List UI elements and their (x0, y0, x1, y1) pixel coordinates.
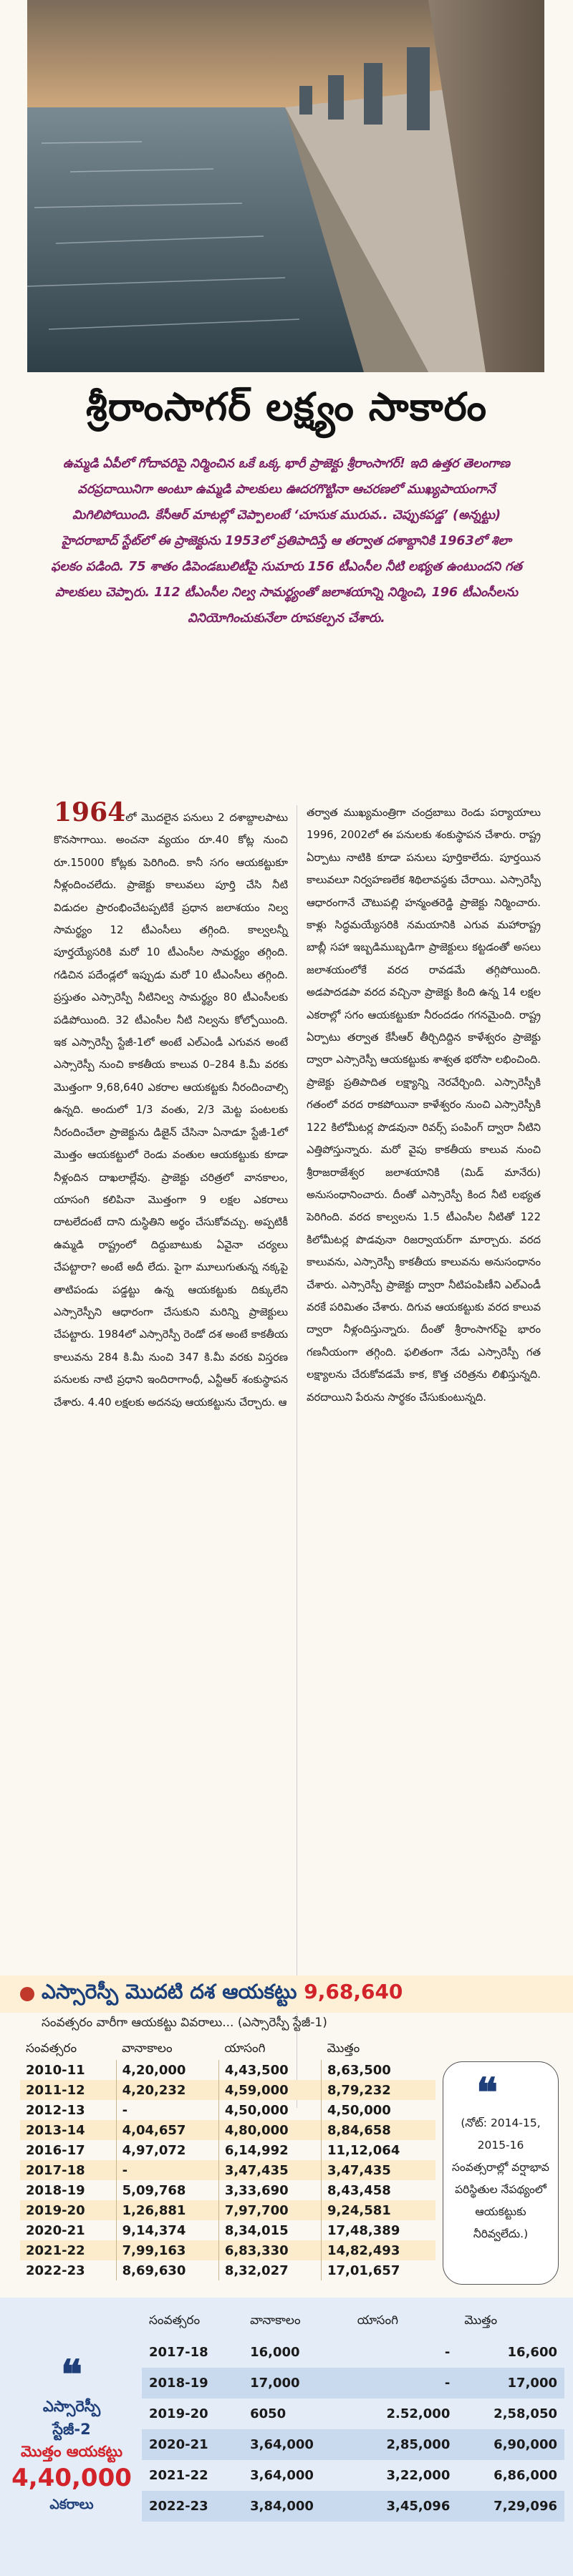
table1-subheading: సంవత్సరం వారీగా ఆయకట్టు వివరాలు... (ఎస్సారెస్పీ స్టేజీ-1) (42, 2016, 327, 2030)
table-cell: 3,33,690 (218, 2180, 321, 2200)
table-cell: 3,22,000 (386, 2468, 451, 2483)
table-cell: 2018-19 (26, 2182, 85, 2198)
table-cell: 5,09,768 (116, 2180, 218, 2200)
table1-note (443, 2061, 559, 2285)
table-cell: 8,84,658 (322, 2120, 436, 2140)
table-cell: 17,01,657 (322, 2260, 436, 2280)
table-cell: 4,20,000 (116, 2060, 218, 2080)
table1-col-header: వానాకాలం (122, 2041, 173, 2056)
table-cell: 2,85,000 (350, 2429, 458, 2460)
table-cell: 14,82,493 (322, 2240, 436, 2260)
table-row (20, 2220, 435, 2240)
headline (0, 372, 573, 451)
table-cell: 3,84,000 (243, 2491, 350, 2522)
table2 (142, 2306, 564, 2522)
bullet-dot-icon (20, 1987, 34, 2001)
table2-col-header: మొత్తం (464, 2313, 498, 2328)
headline-text: శ్రీరాంసాగర్ లక్ష్యం సాకారం (86, 384, 487, 429)
table-cell: 4,59,000 (218, 2080, 321, 2100)
table-cell: 4,43,500 (218, 2060, 321, 2080)
table-row (20, 2060, 435, 2080)
table-cell: 2010-11 (26, 2062, 85, 2078)
table-cell: 1,26,881 (116, 2200, 218, 2220)
table-cell: 7,97,700 (218, 2200, 321, 2220)
table-cell: 2019-20 (149, 2406, 208, 2421)
body-columns (54, 797, 541, 1409)
table2-col-header: వానాకాలం (250, 2313, 301, 2328)
table2-col-header: సంవత్సరం (149, 2313, 201, 2328)
table-row (20, 2120, 435, 2140)
table-cell: 2022-23 (142, 2491, 243, 2522)
lead-year: 1964 (54, 797, 126, 827)
table-cell: 2020-21 (26, 2222, 85, 2238)
table-row (20, 2080, 435, 2100)
table1-col-header: మొత్తం (327, 2041, 360, 2056)
stage2-label-line3: మొత్తం ఆయకట్టు (21, 2443, 122, 2460)
table-row (20, 2140, 435, 2160)
intro-text: ఉమ్మడి ఏపీలో గోదావరిపై నిర్మించిన ఒకే ఒక్క భారీ ప్రాజెక్టు శ్రీరాంసాగర్! ఇది ఉత్తర తెలంగాణ వరప్రదాయినిగా అంటూ ఉమ్మడి పాలకులు ఊదరగొట్టినా ఆచరణలో ముఖ్యపాయంగానే మిగిలిపోయింది. కేసీఆర్ మాటల్లో చెప్పాలంటే ‘చూసుక మురువ.. చెప్పుకపడ్డ’ (అన్నట్టు) హైదరాబాద్ స్టేట్‌లో ఈ ప్రాజెక్టును 1953లో ప్రతిపాదిస్తే ఆ తర్వాత దశాబ్దానికి 1963లో శిలా ఫలకం పడింది. 75 శాతం డిపెండబులిటీపై సుమారు 156 టీఎంసీల నీటి లభ్యత ఉంటుందని గత పాలకులు చెప్పారు. 112 టీఎంసీల నిల్వ సామర్థ్యంతో జలాశయాన్ని నిర్మించి, 196 టీఎంసీలను వినియోగించుకునేలా రూపకల్పన చేశారు. (51, 457, 522, 626)
table-cell: 2018-19 (142, 2368, 243, 2398)
table-cell: 2021-22 (149, 2468, 208, 2483)
table-cell: 11,12,064 (322, 2140, 436, 2160)
table-row (20, 2180, 435, 2200)
table-row (142, 2368, 564, 2398)
table-cell: 3,45,096 (350, 2491, 458, 2522)
table-cell: 6,90,000 (457, 2429, 564, 2460)
table-cell: 9,24,581 (322, 2200, 436, 2220)
table-cell: - (116, 2100, 218, 2120)
table-cell: 4,50,000 (218, 2100, 321, 2120)
body-col2-text: తర్వాత ముఖ్యమంత్రిగా చంద్రబాబు రెండు పర్యాయాలు 1996, 2002లో ఈ పనులకు శంకుస్థాపన చేశారు. రాష్ట్ర ఏర్పాటు నాటికి కూడా పనులు పూర్తికాలేదు. పూర్తయిన కాలువలూ నిర్వహణలేక శిథిలావస్థకు చేరాయి. ఎస్సారెస్పీ ఆధారంగానే చౌటుపల్లి హన్మంతరెడ్డి ప్రాజెక్టు నిర్మించారు. కాళ్లు సిద్ధమయ్యేసరికి నమయానికి ఎగువ మహారాష్ట్ర బాబ్లీ సహా ఇబ్బడిముబ్బడిగా ప్రాజెక్టులు కట్టడంతో అసలు జలాశయంలోకే వరద రావడమే తగ్గిపోయింది. అడపాదడపా వరద వచ్చినా ప్రాజెక్టు కింది ఉన్న 14 లక్షల ఎకరాల్లో సగం ఆయకట్టుకూ నీరందడం గగనమైంది. రాష్ట్ర ఏర్పాటు తర్వాత కేసీఆర్ తీర్చిదిద్దిన కాళేశ్వరం ప్రాజెక్టు ద్వారా ఎస్సారెస్పీ ఆయకట్టుకు శాశ్వత భరోసా లభించింది. ప్రాజెక్టు ప్రతిపాదిత లక్ష్యాన్ని నెరవేర్చింది. ఎస్సారెస్పీకి గతంలో వరద రాకపోయినా కాళేశ్వరం నుంచి ఎస్సారెస్పీకి 122 కిలోమీటర్ల పొడవునా రివర్స్ పంపింగ్ ద్వారా నీటిని ఎత్తిపోస్తున్నారు. మరో వైపు కాకతీయ కాలువ నుంచి శ్రీరాజరాజేశ్వర జలాశయానికి (మిడ్ మానేరు) అనుసంధానించారు. దీంతో ఎస్సారెస్పీ కింద నీటి లభ్యత పెరిగింది. వరద కాల్వలను 1.5 టీఎంసీల నీటితో 122 కిలోమీటర్ల పొడవునా రిజర్వాయర్‌గా మార్చారు. వరద కాలువను, ఎస్సారెస్పీ కాకతీయ కాలువను అనుసంధానం చేశారు. ఎస్సారెస్పీ ప్రాజెక్టు ద్వారా నీటిపంపిణీని ఎల్ఎండీ వరకే పరిమితం చేశారు. దిగువ ఆయకట్టుకు వరద కాలువ ద్వారా నీళ్లందిస్తున్నారు. దీంతో శ్రీరాంసాగర్‌పై భారం గణనీయంగా తగ్గింది. ఫలితంగా నేడు ఎస్సారెస్పీ గత లక్ష్యాలను చేరుకోవడమే కాక, కొత్త చరిత్రను లిఖిస్తున్నది. వరదాయిని పేరును సార్థకం చేసుకుంటున్నది. (307, 807, 541, 1404)
dam-photo (27, 0, 544, 372)
table-cell: 3,64,000 (250, 2468, 314, 2483)
table1-header-row (20, 2040, 435, 2060)
table1-heading-number: 9,68,640 (304, 1980, 403, 2003)
body-col1-paragraph: లో మొదలైన పనులు 2 దశాబ్దాలపాటు కొనసాగాయి. అంచనా వ్యయం రూ.40 కోట్ల నుంచి రూ.15000 కోట్లకు పెరిగింది. కానీ సగం ఆయకట్టుకూ నీళ్లందించలేదు. ప్రాజెక్టు కాలువలు పూర్తి చేసి నీటి విడుదల ప్రారంభించేటప్పటికే ప్రధాన జలాశయం నిల్వ సామర్థ్యం 12 టీఎంసీలు తగ్గింది. కాల్వలన్నీ పూర్తయ్యేసరికి మరో 10 టీఎంసీల సామర్థ్యం తగ్గింది. గడిచిన పదేండ్లలో ఇప్పుడు మరో 10 టీఎంసీలు తగ్గింది. ప్రస్తుతం ఎస్సారెస్పీ నీటినిల్వ సామర్థ్యం 80 టీఎంసీలకు పడిపోయింది. 32 టీఎంసీల నీటి నిల్వను కోల్పోయింది. ఇక ఎస్సారెస్పీ స్టేజీ-1లో అంటే ఎల్ఎండీ ఎగువన అంటే ఎస్సారెస్పీ నుంచి కాకతీయ కాలువ 0–284 కి.మీ వరకు మొత్తంగా 9,68,640 ఎకరాల ఆయకట్టకు నీరందించాల్సి ఉన్నది. అందులో 1/3 వంతు, 2/3 మెట్ట పంటలకు నీరందించేలా ప్రాజెక్టును డిజైన్ చేసినా ఏనాడూ స్టేజీ-1లో మొత్తం ఆయకట్టులో రెండు వంతుల ఆయకట్టుకు కూడా నీళ్లందిన దాఖలాల్లేవు. ప్రాజెక్టు చరిత్రలో వానకాలం, యాసంగి కలిపినా మొత్తంగా 9 లక్షల ఎకరాలు దాటలేదంటే దాని దుస్థితిని అర్థం చేసుకోవచ్చు. అప్పటికీ ఉమ్మడి రాష్ట్రంలో దిద్దుబాటుకు ఏవైనా చర్యలు చేపట్టారా? అంటే అదీ లేదు. పైగా మూలుగుతున్న నక్కపై తాటిపండు పడ్డట్టు ఉన్న ఆయకట్టుకు దిక్కులేని ఎస్సారెస్పీని ఆధారంగా చేసుకుని మరిన్ని ప్రాజెక్టులు చేపట్టారు. 1984లో ఎస్సారెస్పీ రెండో దశ అంటే కాకతీయ కాలువను 284 కి.మీ నుంచి 347 కి.మీ వరకు విస్తరణ పనులకు నాటి ప్రధాని ఇందిరాగాంధీ, ఎన్టీఆర్ శంకుస్థాపన చేశారు. 4.40 లక్షలకు అదనపు ఆయకట్టును చేర్చారు. ఆ (54, 812, 288, 1409)
table-cell: 2017-18 (20, 2160, 116, 2180)
table-cell: 7,29,096 (457, 2491, 564, 2522)
table2-col-header: యాసంగి (357, 2313, 398, 2328)
table1-header (20, 2040, 435, 2060)
table-cell: - (116, 2160, 218, 2180)
table-cell: 2013-14 (20, 2120, 116, 2140)
body-column-2 (307, 802, 541, 1404)
table-row (142, 2491, 564, 2522)
table-cell: 7,99,163 (116, 2240, 218, 2260)
table-row (142, 2460, 564, 2491)
table-cell: 2021-22 (20, 2240, 116, 2260)
table-cell: 2016-17 (26, 2142, 85, 2158)
table1-note-text: (నోట్: 2014-15, 2015-16 సంవత్సరాల్లో వర్షాభావ పరిస్థితుల నేపథ్యంలో ఆయకట్టుకు నీరివ్వలేదు.) (452, 2116, 549, 2240)
table-cell: 8,34,015 (218, 2220, 321, 2240)
stage2-label-line4: ఎకరాలు (49, 2497, 94, 2512)
table-cell: 2012-13 (26, 2102, 85, 2118)
table-cell: 3,64,000 (243, 2429, 350, 2460)
stage2-label-line1: ఎస్సారెస్పీ (42, 2398, 101, 2415)
table-cell: 17,48,389 (322, 2220, 436, 2240)
body-column-1 (54, 797, 288, 1409)
table-cell: 6050 (250, 2406, 286, 2421)
table-cell: 6,83,330 (218, 2240, 321, 2260)
table-cell: 8,79,232 (322, 2080, 436, 2100)
table-cell: 4,50,000 (322, 2100, 436, 2120)
stage2-label-line2: స్టేజీ-2 (52, 2421, 91, 2438)
table-cell: 6,14,992 (218, 2140, 321, 2160)
table-cell: 2011-12 (20, 2080, 116, 2100)
table-cell: 2.52,000 (386, 2406, 451, 2421)
table1-heading (0, 1975, 573, 2013)
intro-block (50, 451, 523, 794)
table2-header (142, 2306, 564, 2337)
table2-body (142, 2337, 564, 2522)
table-cell: 8,43,458 (322, 2180, 436, 2200)
table-row (20, 2260, 435, 2280)
table-cell: 16,000 (250, 2345, 300, 2360)
table-cell: 17,000 (457, 2368, 564, 2398)
table-row (142, 2429, 564, 2460)
table-row (20, 2240, 435, 2260)
table-row (20, 2100, 435, 2120)
table-cell: 3,47,435 (218, 2160, 321, 2180)
table1-heading-label: ఎస్సారెస్పీ మొదటి దశ ఆయకట్టు (42, 1980, 297, 2003)
table1-col-header: యాసంగి (224, 2041, 266, 2056)
table-cell: 9,14,374 (116, 2220, 218, 2240)
table-cell: - (350, 2368, 458, 2398)
body-col1-text (54, 797, 288, 1414)
table-cell: 2022-23 (26, 2262, 85, 2278)
table-cell: 4,97,072 (116, 2140, 218, 2160)
table-cell: 6,86,000 (493, 2468, 557, 2483)
table-row (20, 2200, 435, 2220)
table-cell: 8,69,630 (116, 2260, 218, 2280)
table1-col-header: సంవత్సరం (26, 2041, 77, 2056)
quote-icon: ❝ (60, 2351, 83, 2398)
table1-body (20, 2060, 435, 2280)
quote-icon: ❝ (476, 2069, 499, 2116)
table-cell: 2019-20 (20, 2200, 116, 2220)
table1 (20, 2040, 435, 2280)
table-row (20, 2160, 435, 2180)
table-cell: 2017-18 (149, 2345, 208, 2360)
table1-heading-text (42, 1980, 403, 2008)
table-cell: 4,80,000 (218, 2120, 321, 2140)
table-cell: 2,58,050 (493, 2406, 557, 2421)
table-cell: 8,32,027 (218, 2260, 321, 2280)
table-cell: 16,600 (507, 2345, 557, 2360)
table-row (142, 2398, 564, 2429)
table-cell: 3,47,435 (322, 2160, 436, 2180)
table-cell: 4,04,657 (116, 2120, 218, 2140)
table-cell: - (444, 2345, 451, 2360)
table-cell: 2020-21 (142, 2429, 243, 2460)
table2-header-row (142, 2306, 564, 2337)
stage2-label-number: 4,40,000 (11, 2464, 132, 2492)
table-cell: 17,000 (243, 2368, 350, 2398)
stage2-label (7, 2351, 136, 2515)
table-row (142, 2337, 564, 2368)
table-cell: 4,20,232 (116, 2080, 218, 2100)
table-cell: 8,63,500 (322, 2060, 436, 2080)
